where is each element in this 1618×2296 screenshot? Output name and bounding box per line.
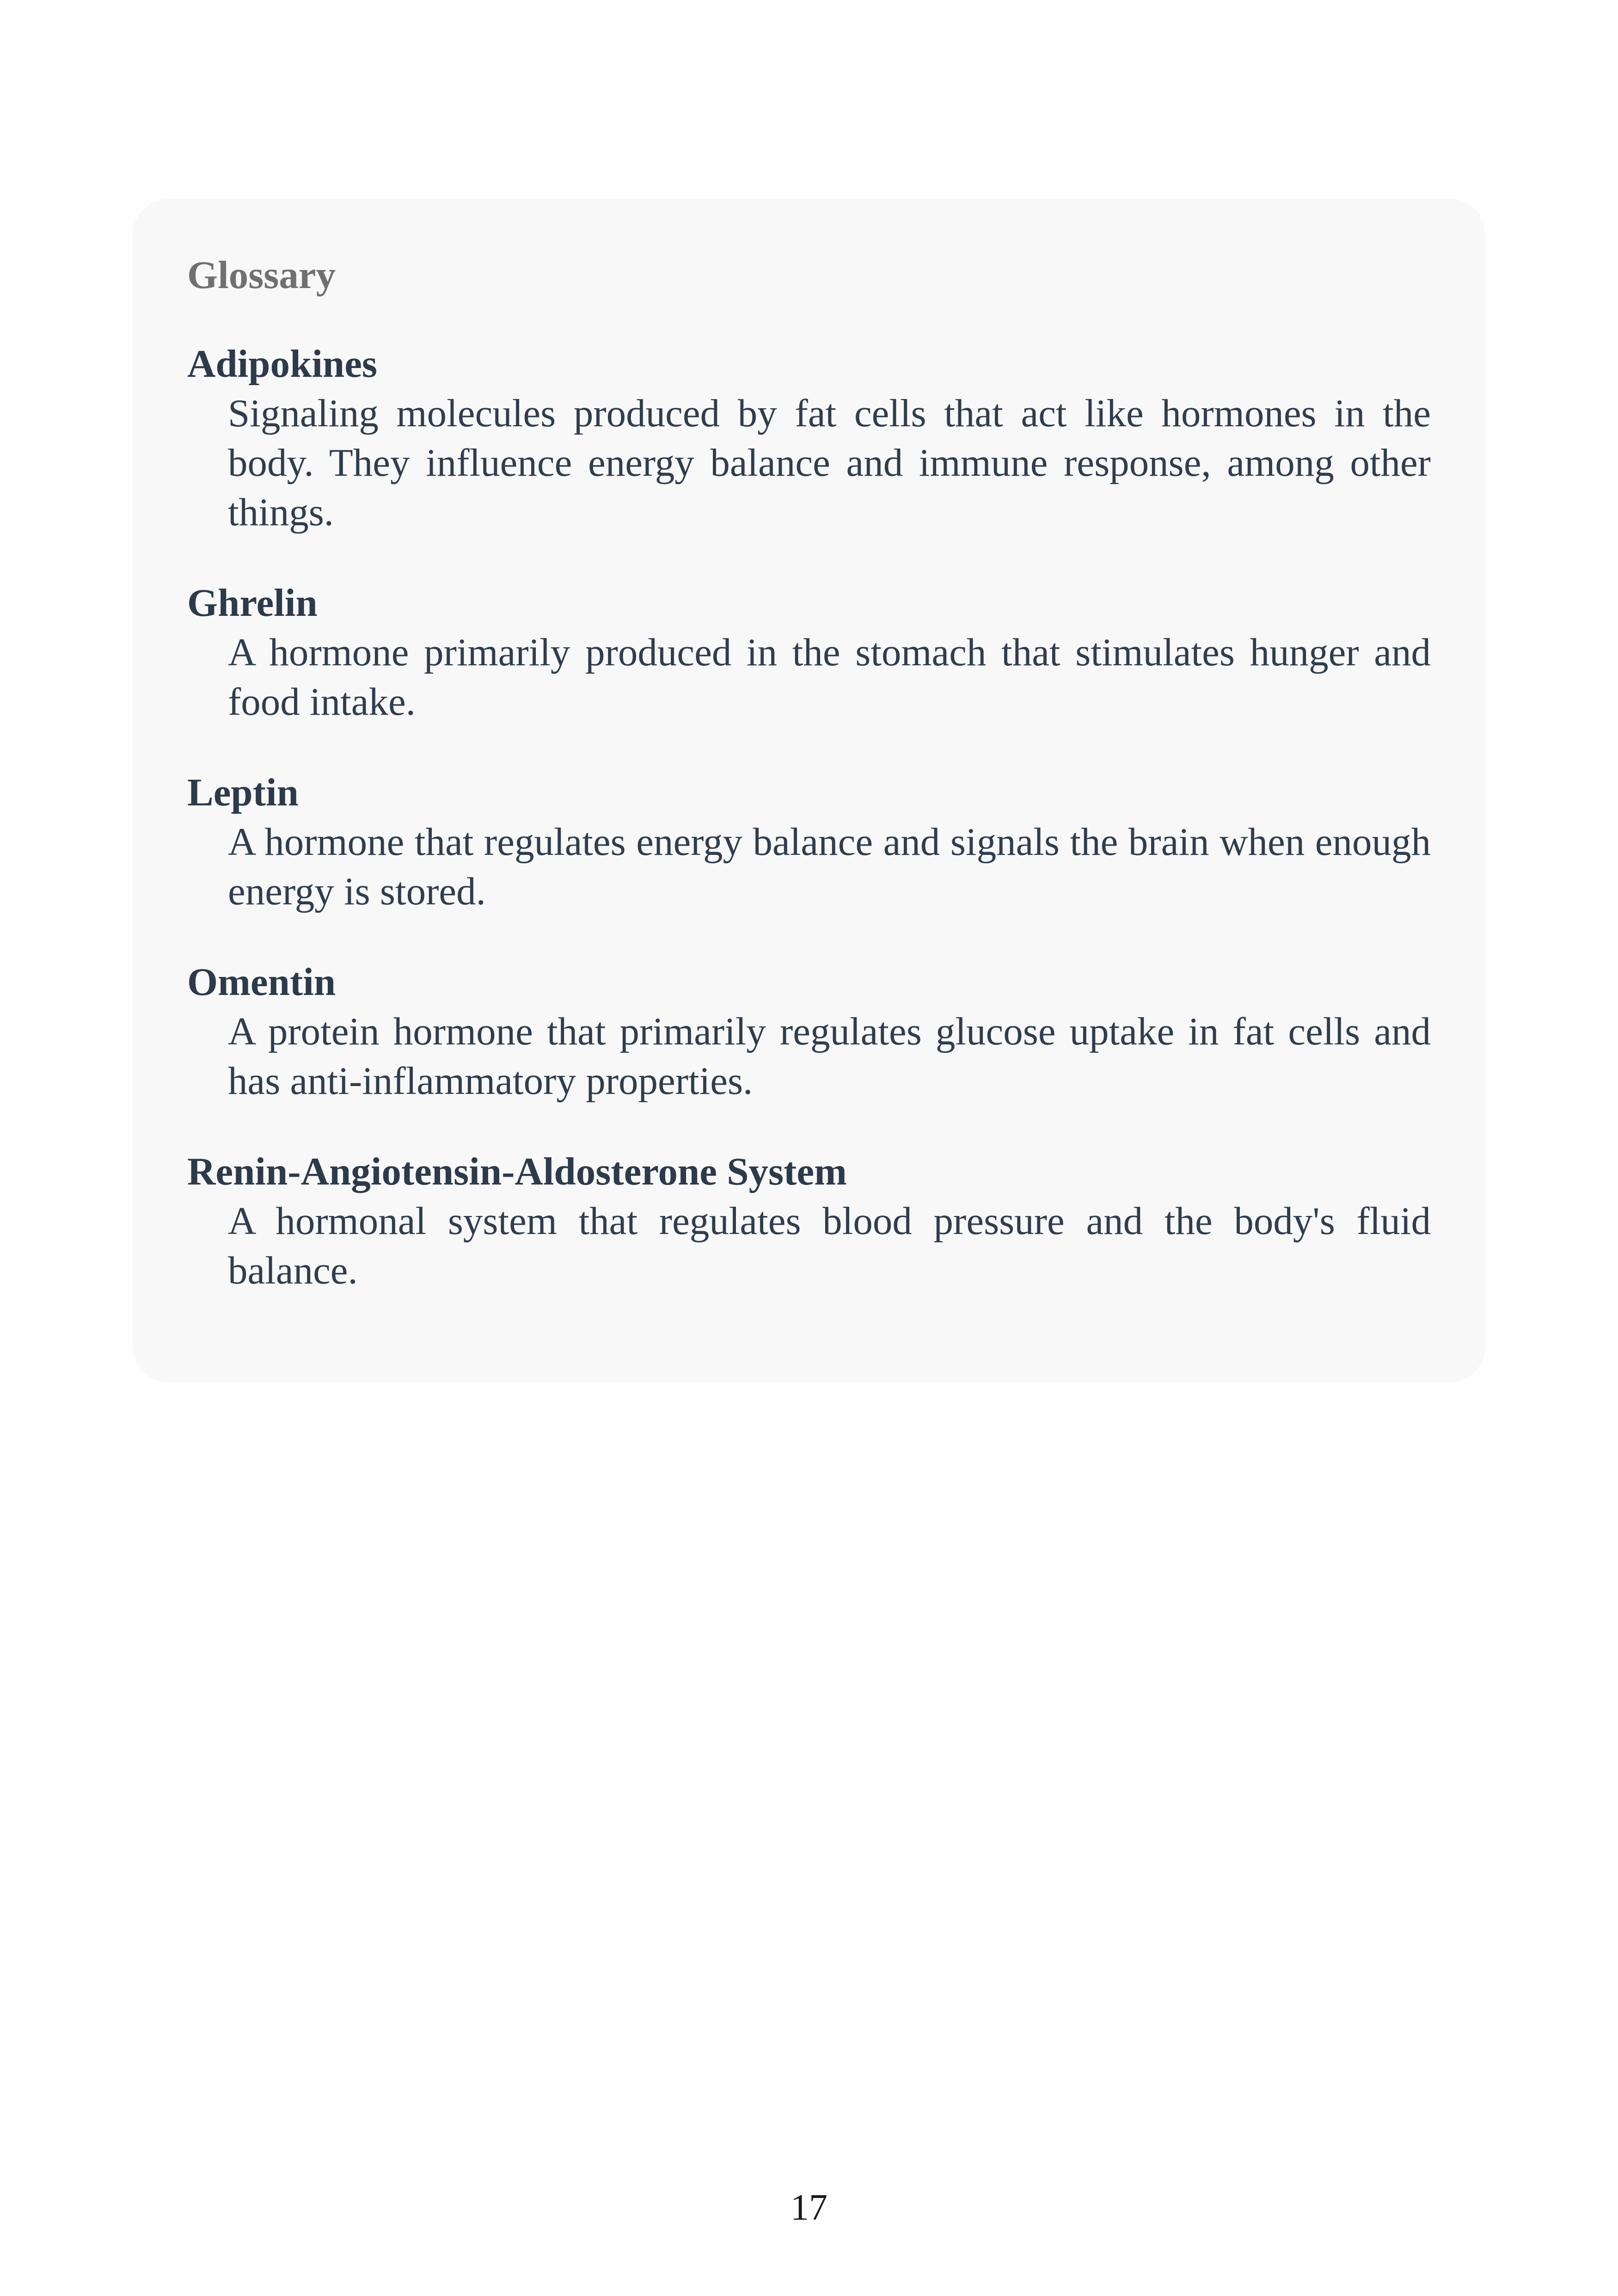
glossary-definition: A hormone that regulates energy balance and signals the brain when enough energy is stored. bbox=[228, 820, 1431, 913]
page-number: 17 bbox=[791, 2187, 827, 2228]
glossary-heading: Glossary bbox=[187, 253, 336, 297]
glossary-box bbox=[133, 199, 1485, 1382]
glossary-entry-raas bbox=[187, 1147, 1431, 1295]
glossary-entry-adipokines bbox=[187, 339, 1431, 537]
glossary-term: Ghrelin bbox=[187, 581, 318, 625]
glossary-term: Renin-Angiotensin-Aldosterone System bbox=[187, 1150, 847, 1193]
glossary-term: Adipokines bbox=[187, 342, 378, 386]
glossary-definition: A hormonal system that regulates blood pressure and the body's fluid balance. bbox=[228, 1199, 1431, 1292]
glossary-definition: A protein hormone that primarily regulates glucose uptake in fat cells and has anti-inflammatory properties. bbox=[228, 1010, 1431, 1103]
glossary-entry-leptin bbox=[187, 767, 1431, 916]
glossary-definition: Signaling molecules produced by fat cells that act like hormones in the body. They influence energy balance and immune response, among other things. bbox=[228, 392, 1431, 534]
glossary-definition: A hormone primarily produced in the stomach that stimulates hunger and food intake. bbox=[228, 631, 1431, 724]
glossary-term: Leptin bbox=[187, 771, 299, 814]
glossary-entry-ghrelin bbox=[187, 578, 1431, 727]
glossary-entry-omentin bbox=[187, 957, 1431, 1106]
glossary-term: Omentin bbox=[187, 960, 336, 1004]
